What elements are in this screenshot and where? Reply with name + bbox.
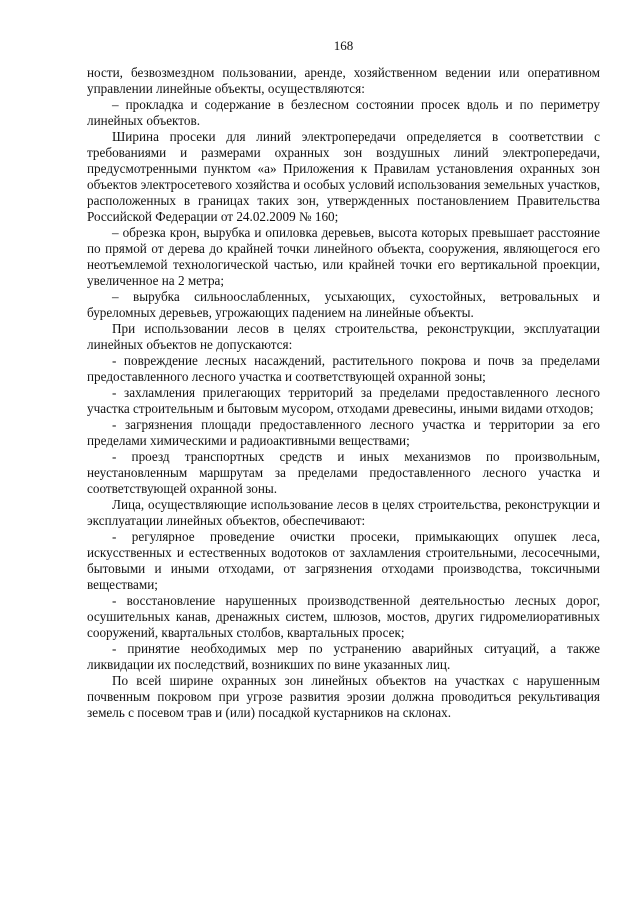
paragraph: – обрезка крон, вырубка и опиловка деревьев, высота которых превышает расстояние по прямой от дерева до крайней точки линейного объекта, сооружения, являющегося его неотъемлемой технологической частью, или крайней точки его вертикальной проекции, увеличенное на 2 метра; <box>87 225 600 288</box>
paragraph: По всей ширине охранных зон линейных объектов на участках с нарушенным почвенным покровом при угрозе развития эрозии должна проводиться рекультивация земель с посевом трав и (или) посадкой кустарников на склонах. <box>87 673 600 720</box>
paragraph: При использовании лесов в целях строительства, реконструкции, эксплуатации линейных объектов не допускаются: <box>87 321 600 352</box>
paragraph: - регулярное проведение очистки просеки, примыкающих опушек леса, искусственных и естественных водотоков от захламления строительными, лесосечными, бытовыми и иными отходами, от загрязнения отходами производства, токсичными веществами; <box>87 529 600 592</box>
paragraph: - повреждение лесных насаждений, растительного покрова и почв за пределами предоставленного лесного участка и соответствующей охранной зоны; <box>87 353 600 384</box>
paragraph: – вырубка сильноослабленных, усыхающих, сухостойных, ветровальных и буреломных деревьев, угрожающих падением на линейные объекты. <box>87 289 600 320</box>
paragraph: Ширина просеки для линий электропередачи определяется в соответствии с требованиями и размерами охранных зон воздушных линий электропередачи, предусмотренными пунктом «а» Приложения к Правилам установления охранных зон объектов электросетевого хозяйства и особых условий использования земельных участков, расположенных в границах таких зон, утвержденных постановлением Правительства Российской Федерации от 24.02.2009 № 160; <box>87 129 600 224</box>
paragraph: - загрязнения площади предоставленного лесного участка и территории за его пределами химическими и радиоактивными веществами; <box>87 417 600 448</box>
page-number: 168 <box>333 38 354 53</box>
paragraph: - захламления прилегающих территорий за пределами предоставленного лесного участка строительным и бытовым мусором, отходами древесины, иными видами отходов; <box>87 385 600 416</box>
paragraph: - проезд транспортных средств и иных механизмов по произвольным, неустановленным маршрутам за пределами предоставленного лесного участка и соответствующей охранной зоны. <box>87 449 600 496</box>
paragraph: – прокладка и содержание в безлесном состоянии просек вдоль и по периметру линейных объектов. <box>87 97 600 128</box>
paragraph: Лица, осуществляющие использование лесов в целях строительства, реконструкции и эксплуатации линейных объектов, обеспечивают: <box>87 497 600 528</box>
paragraph: - восстановление нарушенных производственной деятельностью лесных дорог, осушительных канав, дренажных систем, шлюзов, мостов, других гидромелиоративных сооружений, квартальных столбов, квартальных просек; <box>87 593 600 640</box>
paragraph: ности, безвозмездном пользовании, аренде, хозяйственном ведении или оперативном управлении линейные объекты, осуществляются: <box>87 65 600 96</box>
paragraph: - принятие необходимых мер по устранению аварийных ситуаций, а также ликвидации их последствий, возникших по вине указанных лиц. <box>87 641 600 672</box>
